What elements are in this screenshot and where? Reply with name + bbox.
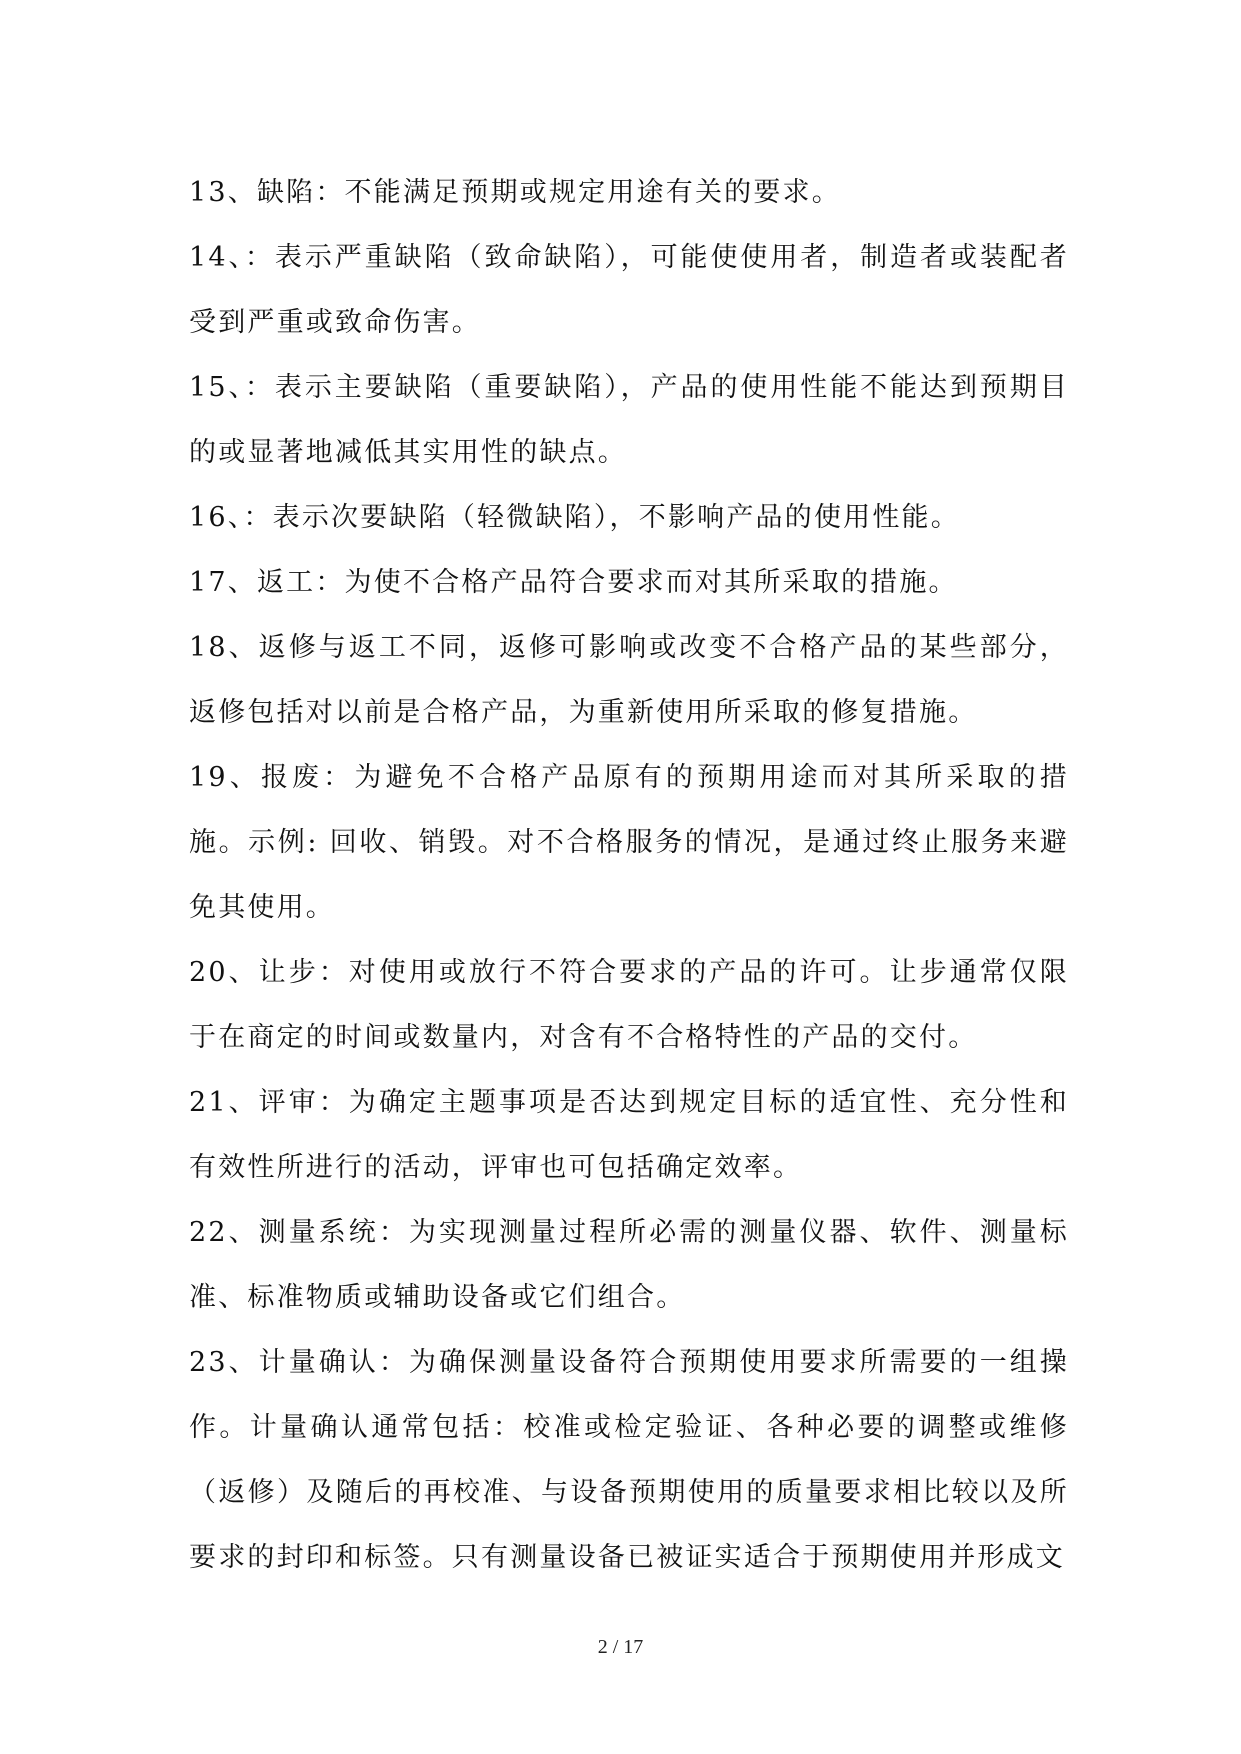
paragraph-15-major-defect: 15、：表示主要缺陷（重要缺陷），产品的使用性能不能达到预期目的或显著地减低其实用性的缺点。 (189, 372, 1069, 468)
paragraph-14-critical-defect: 14、：表示严重缺陷（致命缺陷），可能使使用者，制造者或装配者受到严重或致命伤害。 (189, 242, 1069, 338)
paragraph-23-metrological-confirmation: 23、计量确认：为确保测量设备符合预期使用要求所需要的一组操作。计量确认通常包括：校准或检定验证、各种必要的调整或维修（返修）及随后的再校准、与设备预期使用的质量要求相比较以及所要求的封印和标签。只有测量设备已被证实适合于预期使用并形成文 (189, 1347, 1069, 1573)
page-number: 2 / 17 (597, 1636, 644, 1658)
paragraph-17-rework: 17、返工：为使不合格产品符合要求而对其所采取的措施。 (189, 567, 958, 598)
document-body (189, 160, 1069, 1590)
paragraph-19-scrap: 19、报废：为避免不合格产品原有的预期用途而对其所采取的措施。示例: 回收、销毁。对不合格服务的情况，是通过终止服务来避免其使用。 (189, 762, 1069, 923)
paragraph-21-review: 21、评审：为确定主题事项是否达到规定目标的适宜性、充分性和有效性所进行的活动，评审也可包括确定效率。 (189, 1087, 1069, 1183)
paragraph-13-defect: 13、缺陷：不能满足预期或规定用途有关的要求。 (189, 177, 841, 208)
paragraph-18-repair: 18、返修与返工不同，返修可影响或改变不合格产品的某些部分，返修包括对以前是合格产品，为重新使用所采取的修复措施。 (189, 632, 1069, 728)
paragraph-22-measurement-system: 22、测量系统：为实现测量过程所必需的测量仪器、软件、测量标准、标准物质或辅助设备或它们组合。 (189, 1217, 1069, 1313)
paragraph-20-concession: 20、让步：对使用或放行不符合要求的产品的许可。让步通常仅限于在商定的时间或数量内，对含有不合格特性的产品的交付。 (189, 957, 1069, 1053)
paragraph-16-minor-defect: 16、：表示次要缺陷（轻微缺陷），不影响产品的使用性能。 (189, 502, 960, 533)
